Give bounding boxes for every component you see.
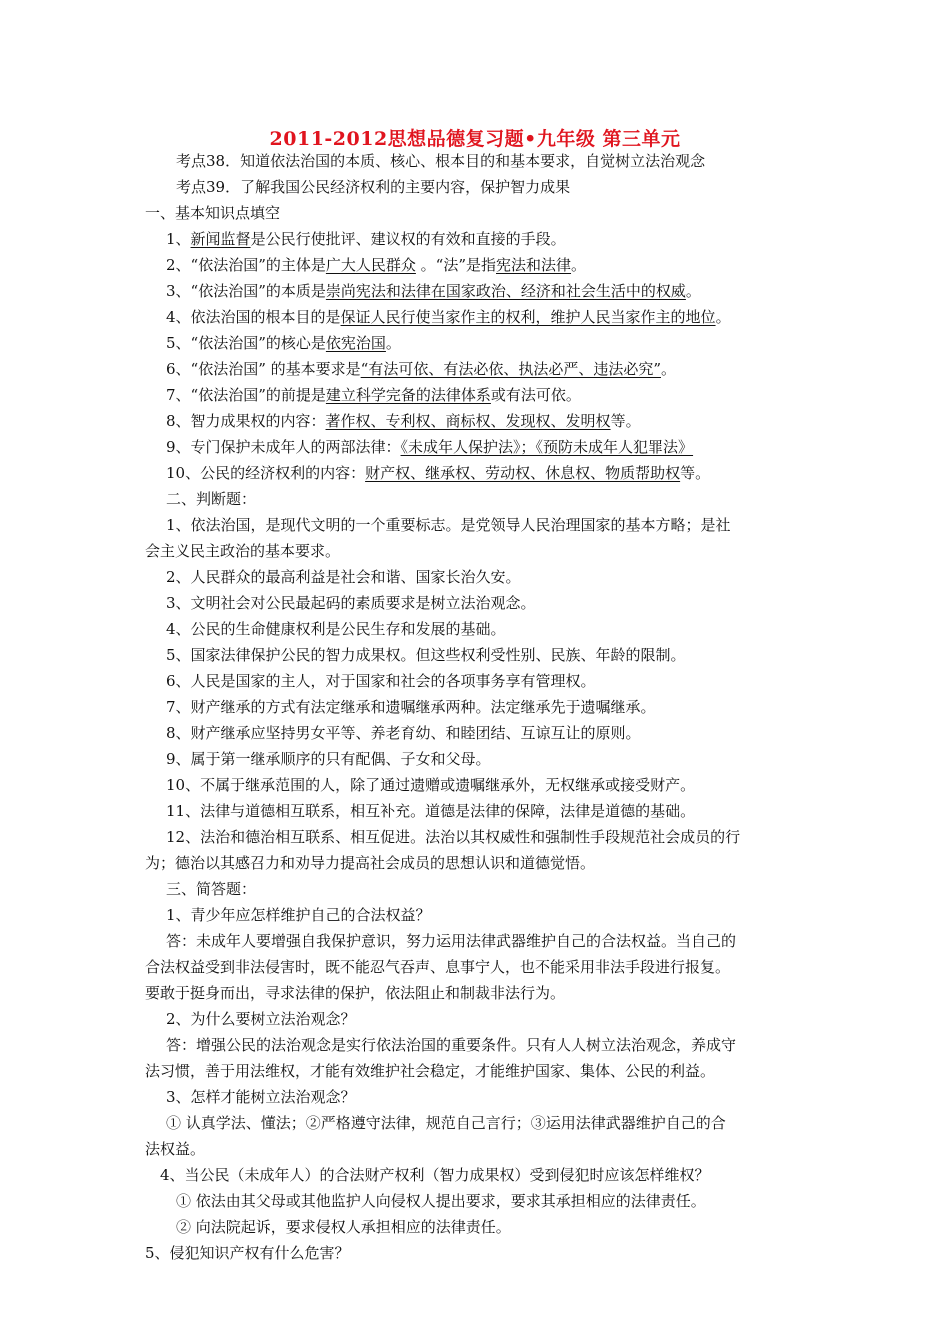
qa-line: 合法权益受到非法侵害时，既不能忍气吞声、息事宁人，也不能采用非法手段进行报复。 <box>145 958 731 976</box>
judge-line: 6、人民是国家的主人，对于国家和社会的各项事务享有管理权。 <box>166 672 596 690</box>
fill-item-answer: 新闻监督 <box>190 230 251 248</box>
judge-line: 11、法律与道德相互联系，相互补充。道德是法律的保障，法律是道德的基础。 <box>166 802 696 820</box>
fill-item-text: 2、“依法治国”的主体是 <box>166 256 326 274</box>
judge-line: 3、文明社会对公民最起码的素质要求是树立法治观念。 <box>166 594 536 612</box>
fill-item-text: 9、专门保护未成年人的两部法律： <box>166 438 401 456</box>
qa-line: 答：未成年人要增强自我保护意识，努力运用法律武器维护自己的合法权益。当自己的 <box>166 932 737 950</box>
fill-item-5 <box>166 333 401 353</box>
fill-item-text: 等。 <box>610 412 641 430</box>
fill-item-text: 5、“依法治国”的核心是 <box>166 334 326 352</box>
fill-item-text: 是公民行使批评、建议权的有效和直接的手段。 <box>250 230 566 248</box>
judge-line: 7、财产继承的方式有法定继承和遗嘱继承两种。法定继承先于遗嘱继承。 <box>166 698 656 716</box>
fill-item-text: 或有法可依。 <box>490 386 581 404</box>
document-title: 2011-2012思想品德复习题•九年级 第三单元 <box>269 128 681 150</box>
fill-item-9 <box>166 437 693 457</box>
qa-line: 要敢于挺身而出，寻求法律的保护，依法阻止和制裁非法行为。 <box>145 984 566 1002</box>
judge-line: 1、依法治国，是现代文明的一个重要标志。是党领导人民治理国家的基本方略；是社 <box>166 516 731 534</box>
fill-item-1 <box>166 229 566 249</box>
qa-line: 5、侵犯知识产权有什么危害？ <box>145 1244 350 1262</box>
fill-item-answer: 广大人民群众 <box>325 256 416 274</box>
qa-line: 4、当公民（未成年人）的合法财产权利（智力成果权）受到侵犯时应该怎样维权？ <box>160 1166 710 1184</box>
fill-item-text: 。 <box>571 256 587 274</box>
fill-item-answer: 崇尚宪法和法律在国家政治、经济和社会生活中的权威 <box>325 282 686 300</box>
qa-line: 3、怎样才能树立法治观念？ <box>166 1088 356 1106</box>
fill-item-text: 8、智力成果权的内容： <box>166 412 326 430</box>
judge-line: 为；德治以其感召力和劝导力提高社会成员的思想认识和道德觉悟。 <box>145 854 596 872</box>
fill-item-text: 4、依法治国的根本目的是 <box>166 308 341 326</box>
fill-item-6 <box>166 359 676 379</box>
judge-line: 9、属于第一继承顺序的只有配偶、子女和父母。 <box>166 750 491 768</box>
fill-item-8 <box>166 411 641 431</box>
fill-item-answer: 《未成年人保护法》；《预防未成年人犯罪法》 <box>400 438 694 456</box>
fill-item-text: 10、公民的经济权利的内容： <box>166 464 366 482</box>
judge-line: 5、国家法律保护公民的智力成果权。但这些权利受性别、民族、年龄的限制。 <box>166 646 686 664</box>
judge-line: 2、人民群众的最高利益是社会和谐、国家长治久安。 <box>166 568 521 586</box>
kaodian-38: 考点38．知道依法治国的本质、核心、根本目的和基本要求，自觉树立法治观念 <box>176 152 706 170</box>
qa-line: 1、青少年应怎样维护自己的合法权益？ <box>166 906 431 924</box>
fill-item-text: 等。 <box>680 464 711 482</box>
qa-line: ② 向法院起诉，要求侵权人承担相应的法律责任。 <box>176 1218 511 1236</box>
fill-item-text: 7、“依法治国”的前提是 <box>166 386 326 404</box>
fill-item-text: 。 <box>685 282 701 300</box>
fill-item-text: 。 <box>661 360 677 378</box>
qa-line: ① 认真学法、懂法；②严格遵守法律，规范自己言行；③运用法律武器维护自己的合 <box>166 1114 726 1132</box>
qa-line: 法习惯，善于用法维权，才能有效维护社会稳定，才能维护国家、集体、公民的利益。 <box>145 1062 716 1080</box>
section2-heading: 二、判断题： <box>166 490 257 508</box>
fill-item-answer: 财产权、继承权、劳动权、休息权、物质帮助权 <box>365 464 681 482</box>
kaodian-39: 考点39．了解我国公民经济权利的主要内容，保护智力成果 <box>176 178 571 196</box>
qa-line: ① 依法由其父母或其他监护人向侵权人提出要求，要求其承担相应的法律责任。 <box>176 1192 706 1210</box>
fill-item-10 <box>166 463 710 483</box>
fill-item-text: 3、“依法治国”的本质是 <box>166 282 326 300</box>
fill-item-text: 。“法”是指 <box>415 256 497 274</box>
section1-heading: 一、基本知识点填空 <box>145 204 281 222</box>
section3-heading: 三、简答题： <box>166 880 257 898</box>
judge-line: 12、法治和德治相互联系、相互促进。法治以其权威性和强制性手段规范社会成员的行 <box>166 828 741 846</box>
judge-line: 8、财产继承应坚持男女平等、养老育幼、和睦团结、互谅互让的原则。 <box>166 724 641 742</box>
fill-item-3 <box>166 281 701 301</box>
fill-item-text: 。 <box>385 334 401 352</box>
fill-item-answer: 宪法和法律 <box>496 256 572 274</box>
fill-item-answer: 依宪治国 <box>325 334 386 352</box>
fill-item-answer: 建立科学完备的法律体系 <box>325 386 491 404</box>
judge-line: 会主义民主政治的基本要求。 <box>145 542 341 560</box>
fill-item-answer: “有法可依、有法必依、执法必严、违法必究” <box>360 360 661 378</box>
judge-line: 10、不属于继承范围的人，除了通过遗赠或遗嘱继承外，无权继承或接受财产。 <box>166 776 696 794</box>
judge-line: 4、公民的生命健康权利是公民生存和发展的基础。 <box>166 620 506 638</box>
qa-line: 法权益。 <box>145 1140 206 1158</box>
fill-item-4 <box>166 307 731 327</box>
fill-item-7 <box>166 385 581 405</box>
qa-line: 2、为什么要树立法治观念？ <box>166 1010 356 1028</box>
fill-item-text: 6、“依法治国” 的基本要求是 <box>166 360 361 378</box>
fill-item-answer: 著作权、专利权、商标权、发现权、发明权 <box>325 412 611 430</box>
fill-item-2 <box>166 255 586 275</box>
fill-item-text: 1、 <box>166 230 191 248</box>
fill-item-answer: 保证人民行使当家作主的权利，维护人民当家作主的地位 <box>340 308 716 326</box>
fill-item-text: 。 <box>715 308 731 326</box>
qa-line: 答：增强公民的法治观念是实行依法治国的重要条件。只有人人树立法治观念，养成守 <box>166 1036 737 1054</box>
